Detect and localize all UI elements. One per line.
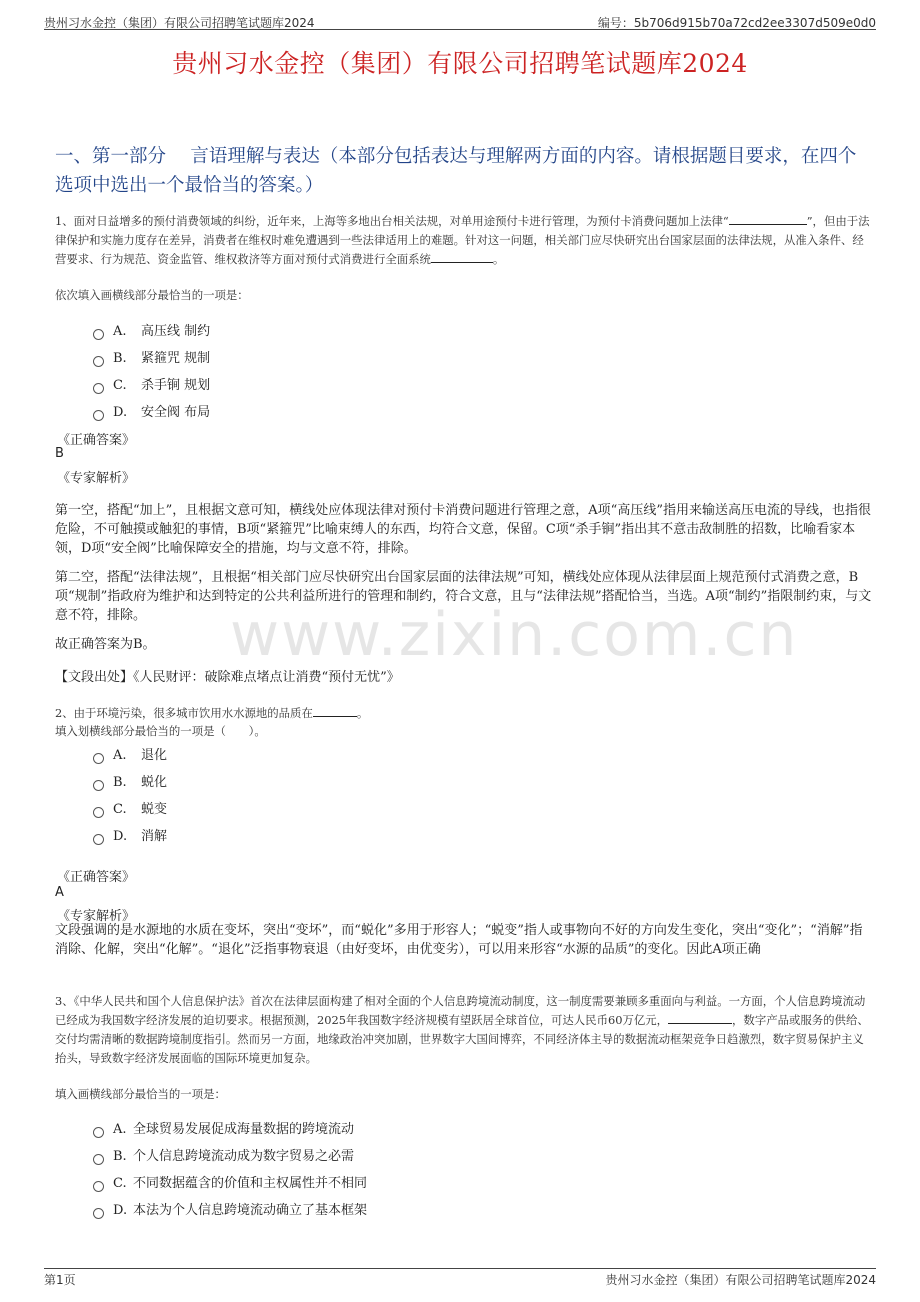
radio-icon[interactable] <box>93 1127 104 1138</box>
header-divider <box>44 29 876 30</box>
question-1-prompt: 依次填入画横线部分最恰当的一项是： <box>55 288 249 302</box>
q1-analysis-1: 第一空，搭配“加上”，且根据文意可知，横线处应体现法律对预付卡消费问题进行管理之意，A项“高压线”指用来输送高压电流的导线，也指很危险，不可触摸或触犯的事情，B项“紧箍咒”比喻束缚人的东西，均符合文意，保留。C项“杀手锏”指出其不意击敌制胜的招数，比喻看家本领，D项“安全阀”比喻保障安全的措施，均与文意不符，排除。 <box>55 503 871 556</box>
q3-option-c[interactable]: C. 不同数据蕴含的价值和主权属性并不相同 <box>93 1172 367 1190</box>
q3-option-b[interactable]: B. 个人信息跨境流动成为数字贸易之必需 <box>93 1145 354 1163</box>
radio-icon[interactable] <box>93 383 104 394</box>
q2-analysis-label: 《专家解析》 <box>57 909 136 924</box>
radio-icon[interactable] <box>93 834 104 845</box>
page-footer <box>44 1271 876 1289</box>
question-2-stem: 2、由于环境污染，很多城市饮用水水源地的品质在 。 <box>55 706 369 720</box>
q1-analysis-2: 第二空，搭配“法律法规”，且根据“相关部门应尽快研究出台国家层面的法律法规”可知，横线处应体现从法律层面上规范预付式消费之意，B项“规制”指政府为维护和达到特定的公共利益所进行的管理和制约，符合文意，且与“法律法规”搭配恰当，当选。A项“制约”指限制约束，与文意不符，排除。 <box>55 570 872 623</box>
q1-answer-label: 《正确答案》 <box>57 433 136 448</box>
q1-analysis-label: 《专家解析》 <box>57 471 136 486</box>
blank-line <box>729 212 807 225</box>
footer-divider <box>44 1268 876 1269</box>
radio-icon[interactable] <box>93 807 104 818</box>
header-doc-id: 编号：5b706d915b70a72cd2ee3307d509e0d0 <box>597 16 876 30</box>
q2-answer: A <box>55 885 64 900</box>
q1-option-c[interactable]: C. 杀手锏 规划 <box>93 374 210 392</box>
radio-icon[interactable] <box>93 329 104 340</box>
radio-icon[interactable] <box>93 780 104 791</box>
q2-option-d[interactable]: D. 消解 <box>93 825 167 843</box>
question-3-prompt: 填入画横线部分最恰当的一项是： <box>55 1087 226 1101</box>
q1-answer: B <box>55 446 64 461</box>
question-3-stem: 3、《中华人民共和国个人信息保护法》首次在法律层面构建了相对全面的个人信息跨境流动制度，这一制度需要兼顾多重面向与利益。一方面，个人信息跨境流动已经成为我国数字经济发展的迫切要求。根据预测，2025年我国数字经济规模有望跃居全球首位，可达人民币60万亿元， ，数字产品或服务的供给、交付均需清晰的数据跨境制度指引。然而另一方面，地缘政治冲突加剧，世界数字大国间博弈，不同经济体主导的数据流动框架竞争日趋激烈，数字贸易保护主义抬头，导致数字经济发展面临的国际环境更加复杂。 <box>55 994 869 1065</box>
q1-option-d[interactable]: D. 安全阀 布局 <box>93 401 210 419</box>
header-doc-title: 贵州习水金控（集团）有限公司招聘笔试题库2024 <box>44 16 315 30</box>
page-header <box>44 8 876 28</box>
q2-option-b[interactable]: B. 蜕化 <box>93 771 167 789</box>
q3-option-a[interactable]: A. 全球贸易发展促成海量数据的跨境流动 <box>93 1118 354 1136</box>
radio-icon[interactable] <box>93 410 104 421</box>
radio-icon[interactable] <box>93 753 104 764</box>
radio-icon[interactable] <box>93 1208 104 1219</box>
q2-analysis: 文段强调的是水源地的水质在变坏，突出“变坏”，而“蜕化”多用于形容人；“蜕变”指人或事物向不好的方向发生变化，突出“变化”；“消解”指消除、化解，突出“化解”。“退化”泛指事物衰退（由好变坏，由优变劣），可以用来形容“水源的品质”的变化。因此A项正确 <box>55 923 863 957</box>
page-title: 贵州习水金控（集团）有限公司招聘笔试题库2024 <box>172 49 748 78</box>
q1-option-a[interactable]: A. 高压线 制约 <box>93 320 210 338</box>
q1-source: 【文段出处】《人民财评：破除难点堵点让消费“预付无忧”》 <box>55 670 400 685</box>
question-1-stem: 1、面对日益增多的预付消费领域的纠纷，近年来，上海等多地出台相关法规，对单用途预付卡进行管理，为预付卡消费问题加上法律“ ”，但由于法律保护和实施力度存在差异，消费者在维权时难免遭遇到一些法律适用上的难题。针对这一问题，相关部门应尽快研究出台国家层面的法律法规，从准入条件、经营要求、行为规范、资金监管、维权救济等方面对预付式消费进行全面系统 。 <box>55 214 870 266</box>
q2-option-a[interactable]: A. 退化 <box>93 744 167 762</box>
radio-icon[interactable] <box>93 356 104 367</box>
q1-option-b[interactable]: B. 紧箍咒 规制 <box>93 347 210 365</box>
q2-option-c[interactable]: C. 蜕变 <box>93 798 167 816</box>
watermark: www.zixin.com.cn <box>230 600 799 670</box>
question-2-prompt: 填入划横线部分最恰当的一项是（ ）。 <box>55 724 266 738</box>
section-heading: 一、第一部分 言语理解与表达（本部分包括表达与理解两方面的内容。请根据题目要求，在四个选项中选出一个最恰当的答案。） <box>55 146 857 196</box>
radio-icon[interactable] <box>93 1181 104 1192</box>
q3-option-d[interactable]: D. 本法为个人信息跨境流动确立了基本框架 <box>93 1199 367 1217</box>
radio-icon[interactable] <box>93 1154 104 1165</box>
q1-conclusion: 故正确答案为B。 <box>55 637 156 652</box>
page-number: 第1页 <box>44 1273 76 1287</box>
blank-line <box>431 250 493 263</box>
footer-doc-title: 贵州习水金控（集团）有限公司招聘笔试题库2024 <box>605 1273 876 1287</box>
blank-line <box>668 1011 732 1024</box>
blank-line <box>313 704 357 717</box>
q2-answer-label: 《正确答案》 <box>57 870 136 885</box>
